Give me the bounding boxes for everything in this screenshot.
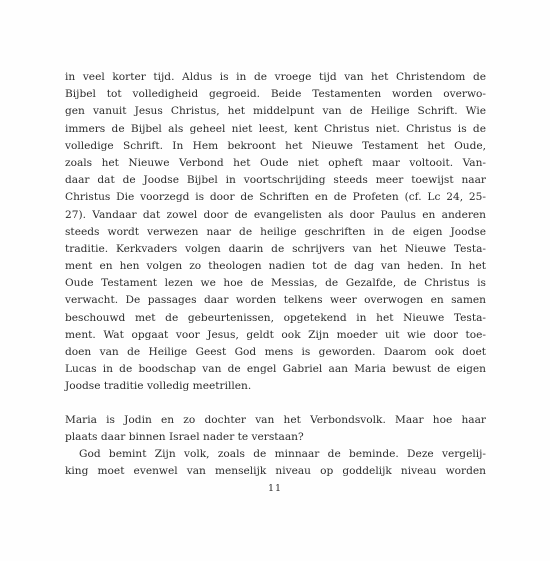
text-line: king moet evenwel van menselijk niveau op goddelijk niveau worden <box>65 465 486 478</box>
text-line: zoals het Nieuwe Verbond het Oude niet opheft maar voltooit. Van- <box>65 156 486 169</box>
text-line: ment en hen volgen zo theologen nadien tot de dag van heden. In het <box>65 260 486 273</box>
text-line: Oude Testament lezen we hoe de Messias, de Gezalfde, de Christus is <box>65 277 486 290</box>
paragraph-2 <box>65 412 486 446</box>
text-line: traditie. Kerkvaders volgen daarin de schrijvers van het Nieuwe Testa- <box>65 242 486 255</box>
paragraph-3 <box>65 446 486 480</box>
text-line: in veel korter tijd. Aldus is in de vroege tijd van het Christendom de <box>65 71 486 83</box>
page-number: 11 <box>267 483 283 494</box>
text-line: volledige Schrift. In Hem bekroont het Nieuwe Testament het Oude, <box>65 139 486 152</box>
text-line: immers de Bijbel als geheel niet leest, kent Christus niet. Christus is de <box>65 122 486 135</box>
text-line: ment. Wat opgaat voor Jesus, geldt ook Zijn moeder uit wie door toe- <box>65 328 486 341</box>
text-line: steeds wordt verwezen naar de heilige geschriften in de eigen Joodse <box>65 225 486 238</box>
text-line: doen van de Heilige Geest God mens is geworden. Daarom ook doet <box>65 346 486 358</box>
text-line: gen vanuit Jesus Christus, het middelpunt van de Heilige Schrift. Wie <box>65 105 486 118</box>
text-line: plaats daar binnen Israel nader te verstaan? <box>65 430 304 443</box>
text-line: beschouwd met de gebeurtenissen, opgetekend in het Nieuwe Testa- <box>65 311 486 324</box>
text-line: daar dat de Joodse Bijbel in voortschrijding steeds meer toewijst naar <box>65 174 486 187</box>
body-text <box>65 69 486 480</box>
text-line: Christus Die voorzegd is door de Schriften en de Profeten (cf. Lc 24, 25- <box>65 191 486 204</box>
text-line: 27). Vandaar dat zowel door de evangelisten als door Paulus en anderen <box>65 208 486 221</box>
text-line: Joodse traditie volledig meetrillen. <box>65 380 252 393</box>
text-line: Lucas in de boodschap van de engel Gabriel aan Maria bewust de eigen <box>65 363 486 376</box>
paragraph-1 <box>65 69 486 396</box>
paragraph-gap <box>65 396 486 412</box>
text-line: Maria is Jodin en zo dochter van het Verbondsvolk. Maar hoe haar <box>65 413 486 426</box>
text-line: Bijbel tot volledigheid gegroeid. Beide Testamenten worden overwo- <box>65 88 486 101</box>
text-line: God bemint Zijn volk, zoals de minnaar de beminde. Deze vergelij- <box>79 447 486 460</box>
text-line: verwacht. De passages daar worden telkens weer overwogen en samen <box>65 294 486 307</box>
